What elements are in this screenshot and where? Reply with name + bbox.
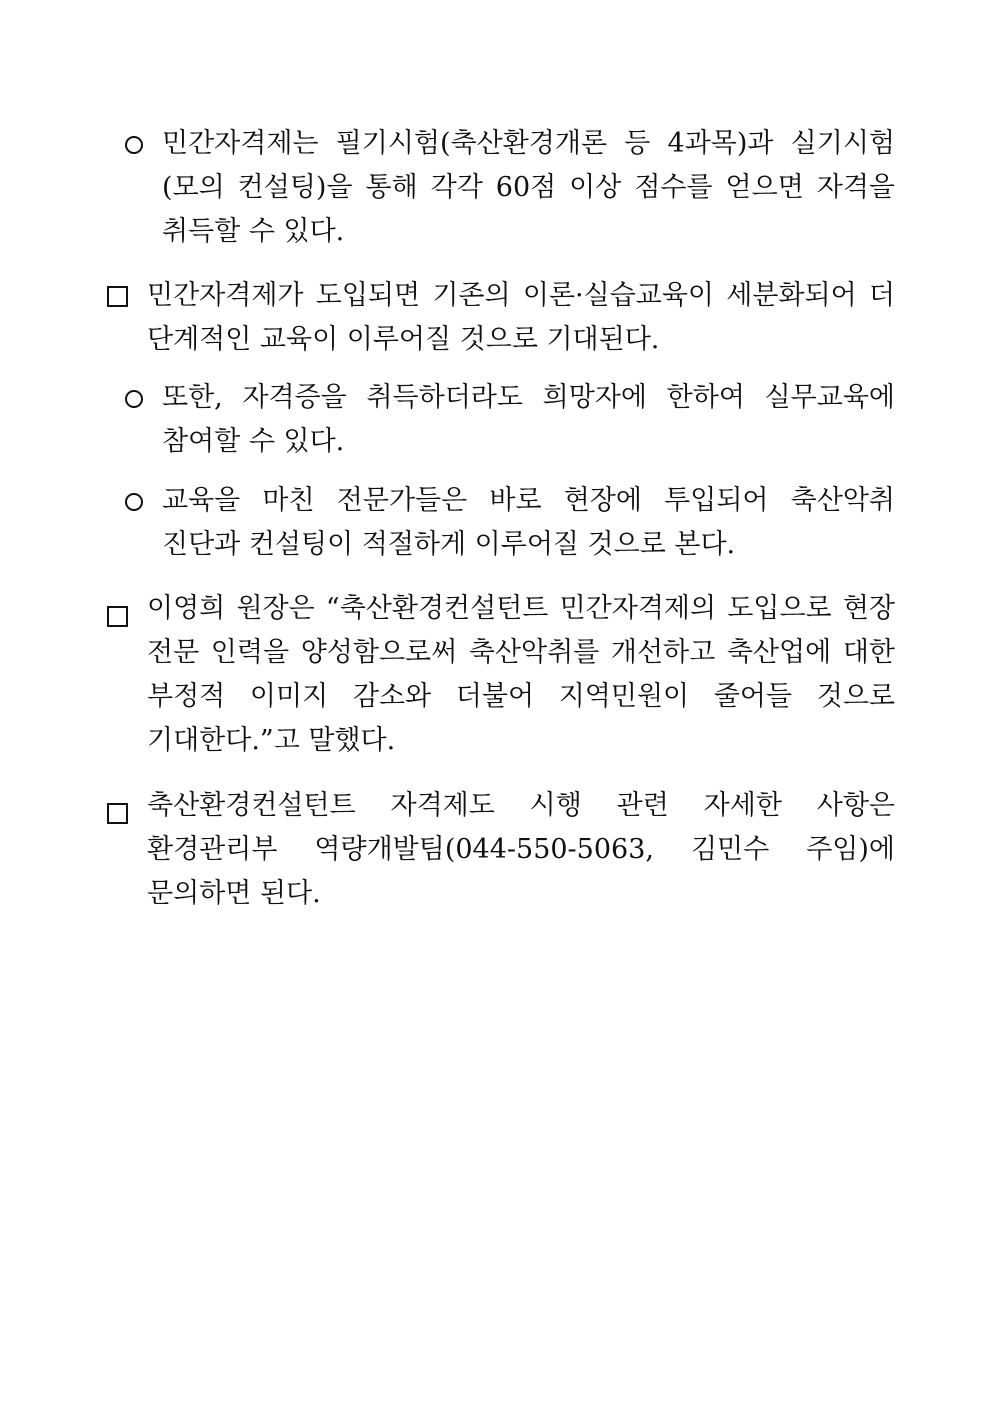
paragraph-exam-info: 민간자격제는 필기시험(축산환경개론 등 4과목)과 실기시험(모의 컨설팅)을 통해 각각 60점 이상 점수를 얻으면 자격을 취득할 수 있다. bbox=[162, 128, 895, 247]
square-bullet-icon bbox=[107, 606, 128, 627]
paragraph-field-deployment: 교육을 마친 전문가들은 바로 현장에 투입되어 축산악취 진단과 컨설팅이 적절하게 이루어질 것으로 본다. bbox=[162, 485, 895, 560]
circle-bullet-icon bbox=[125, 493, 143, 511]
circle-bullet-icon bbox=[125, 136, 143, 154]
paragraph-education-expectation: 민간자격제가 도입되면 기존의 이론·실습교육이 세분화되어 더 단계적인 교육이 이루어질 것으로 기대된다. bbox=[147, 280, 895, 355]
paragraph-contact-info: 축산환경컨설턴트 자격제도 시행 관련 자세한 사항은 환경관리부 역량개발팀(044-550-5063, 김민수 주임)에 문의하면 된다. bbox=[147, 790, 895, 909]
paragraph-practical-training: 또한, 자격증을 취득하더라도 희망자에 한하여 실무교육에 참여할 수 있다. bbox=[162, 382, 895, 457]
circle-bullet-icon bbox=[125, 390, 143, 408]
square-bullet-icon bbox=[107, 286, 128, 307]
paragraph-director-quote: 이영희 원장은 “축산환경컨설턴트 민간자격제의 도입으로 현장 전문 인력을 양성함으로써 축산악취를 개선하고 축산업에 대한 부정적 이미지 감소와 더불어 지역민원이 줄어들 것으로 기대한다.”고 말했다. bbox=[147, 593, 895, 756]
square-bullet-icon bbox=[107, 803, 128, 824]
